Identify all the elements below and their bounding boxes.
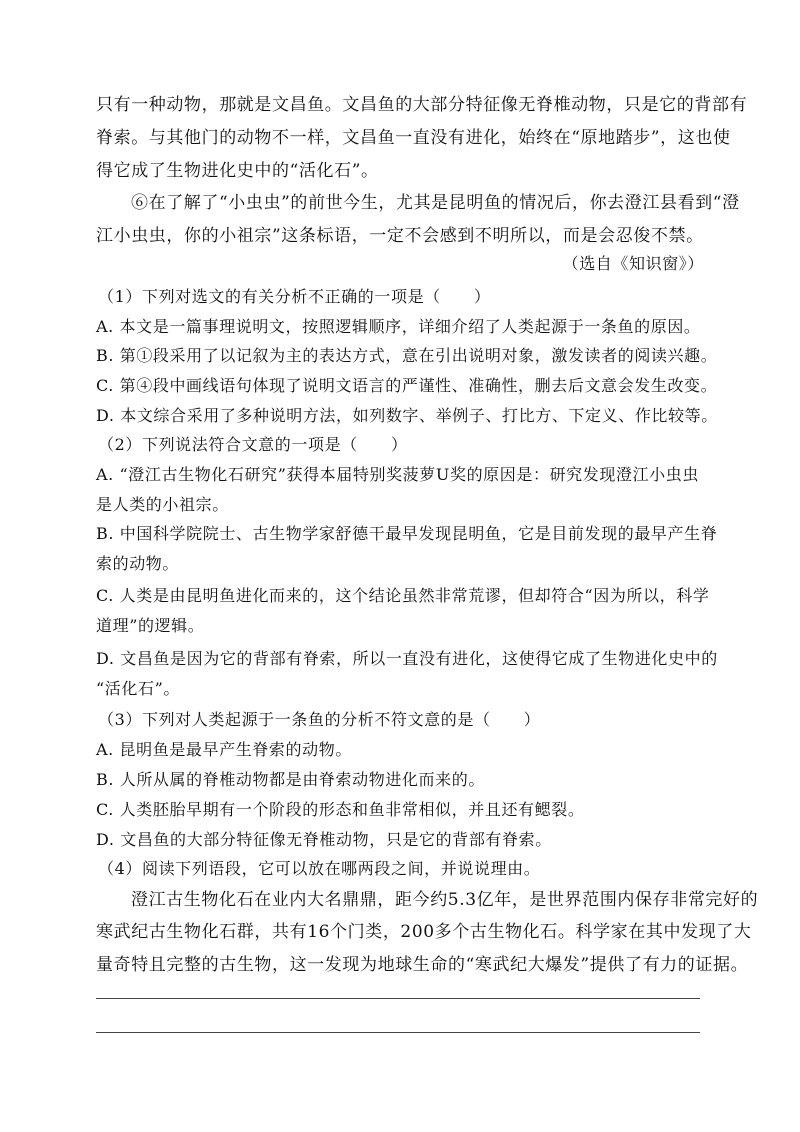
question-2-option-a-cont: 是人类的小祖宗。 bbox=[96, 495, 229, 514]
question-3-option-b: B. 人所从属的脊椎动物都是由脊索动物进化而来的。 bbox=[96, 770, 485, 789]
question-3-option-c: C. 人类胚胎早期有一个阶段的形态和鱼非常相似，并且还有鳃裂。 bbox=[96, 800, 585, 819]
question-1-option-d: D. 本文综合采用了多种说明方法，如列数字、举例子、打比方、下定义、作比较等。 bbox=[96, 406, 718, 425]
question-1-option-c: C. 第④段中画线语句体现了说明文语言的严谨性、准确性，删去后文意会发生改变。 bbox=[96, 376, 718, 395]
question-4-passage-line: 寒武纪古生物化石群，共有16个门类，200多个古生物化石。科学家在其中发现了大 bbox=[96, 922, 752, 942]
question-2-option-a: A. “澄江古生物化石研究”获得本届特别奖菠萝U奖的原因是：研究发现澄江小虫虫 bbox=[96, 465, 699, 484]
question-2-option-c-cont: 道理”的逻辑。 bbox=[96, 616, 205, 635]
source-citation: （选自《知识窗》） bbox=[562, 254, 704, 273]
question-3-option-a: A. 昆明鱼是最早产生脊索的动物。 bbox=[96, 740, 352, 759]
question-3-stem: （3）下列对人类起源于一条鱼的分析不符文意的是（ ） bbox=[98, 710, 541, 729]
question-2-option-c: C. 人类是由昆明鱼进化而来的，这个结论虽然非常荒谬，但却符合“因为所以，科学 bbox=[96, 586, 710, 605]
answer-line[interactable] bbox=[96, 998, 700, 999]
passage-line: 脊索。与其他门的动物不一样，文昌鱼一直没有进化，始终在“原地踏步”，这也使 bbox=[96, 128, 731, 148]
question-1-stem: （1）下列对选文的有关分析不正确的一项是（ ） bbox=[98, 287, 491, 306]
question-2-option-d: D. 文昌鱼是因为它的背部有脊索，所以一直没有进化，这使得它成了生物进化史中的 bbox=[96, 649, 718, 668]
question-1-option-b: B. 第①段采用了以记叙为主的表达方式，意在引出说明对象，激发读者的阅读兴趣。 bbox=[96, 346, 718, 365]
question-1-option-a: A. 本文是一篇事理说明文，按照逻辑顺序，详细介绍了人类起源于一条鱼的原因。 bbox=[96, 317, 701, 336]
question-2-stem: （2）下列说法符合文意的一项是（ ） bbox=[98, 435, 408, 454]
question-4-passage-line: 澄江古生物化石在业内大名鼎鼎，距今约5.3亿年，是世界范围内保存非常完好的 bbox=[131, 890, 759, 910]
answer-line[interactable] bbox=[96, 1032, 700, 1033]
question-2-option-d-cont: “活化石”。 bbox=[96, 679, 180, 698]
question-4-passage-line: 量奇特且完整的古生物，这一发现为地球生命的“寒武纪大爆发”提供了有力的证据。 bbox=[96, 955, 749, 975]
question-4-stem: （4）阅读下列语段，它可以放在哪两段之间，并说说理由。 bbox=[98, 859, 541, 878]
question-3-option-d: D. 文昌鱼的大部分特征像无脊椎动物，只是它的背部有脊索。 bbox=[96, 830, 552, 849]
paragraph-6-line: ⑥在了解了“小虫虫”的前世今生，尤其是昆明鱼的情况后，你去澄江县看到“澄 bbox=[131, 193, 740, 213]
question-2-option-b: B. 中国科学院院士、古生物学家舒德干最早发现昆明鱼，它是目前发现的最早产生脊 bbox=[96, 524, 718, 543]
paragraph-6-line: 江小虫虫，你的小祖宗”这条标语，一定不会感到不明所以，而是会忍俊不禁。 bbox=[96, 226, 704, 246]
passage-line: 得它成了生物进化史中的“活化石”。 bbox=[96, 161, 379, 181]
passage-line: 只有一种动物，那就是文昌鱼。文昌鱼的大部分特征像无脊椎动物，只是它的背部有 bbox=[96, 95, 748, 115]
question-2-option-b-cont: 索的动物。 bbox=[96, 554, 180, 573]
